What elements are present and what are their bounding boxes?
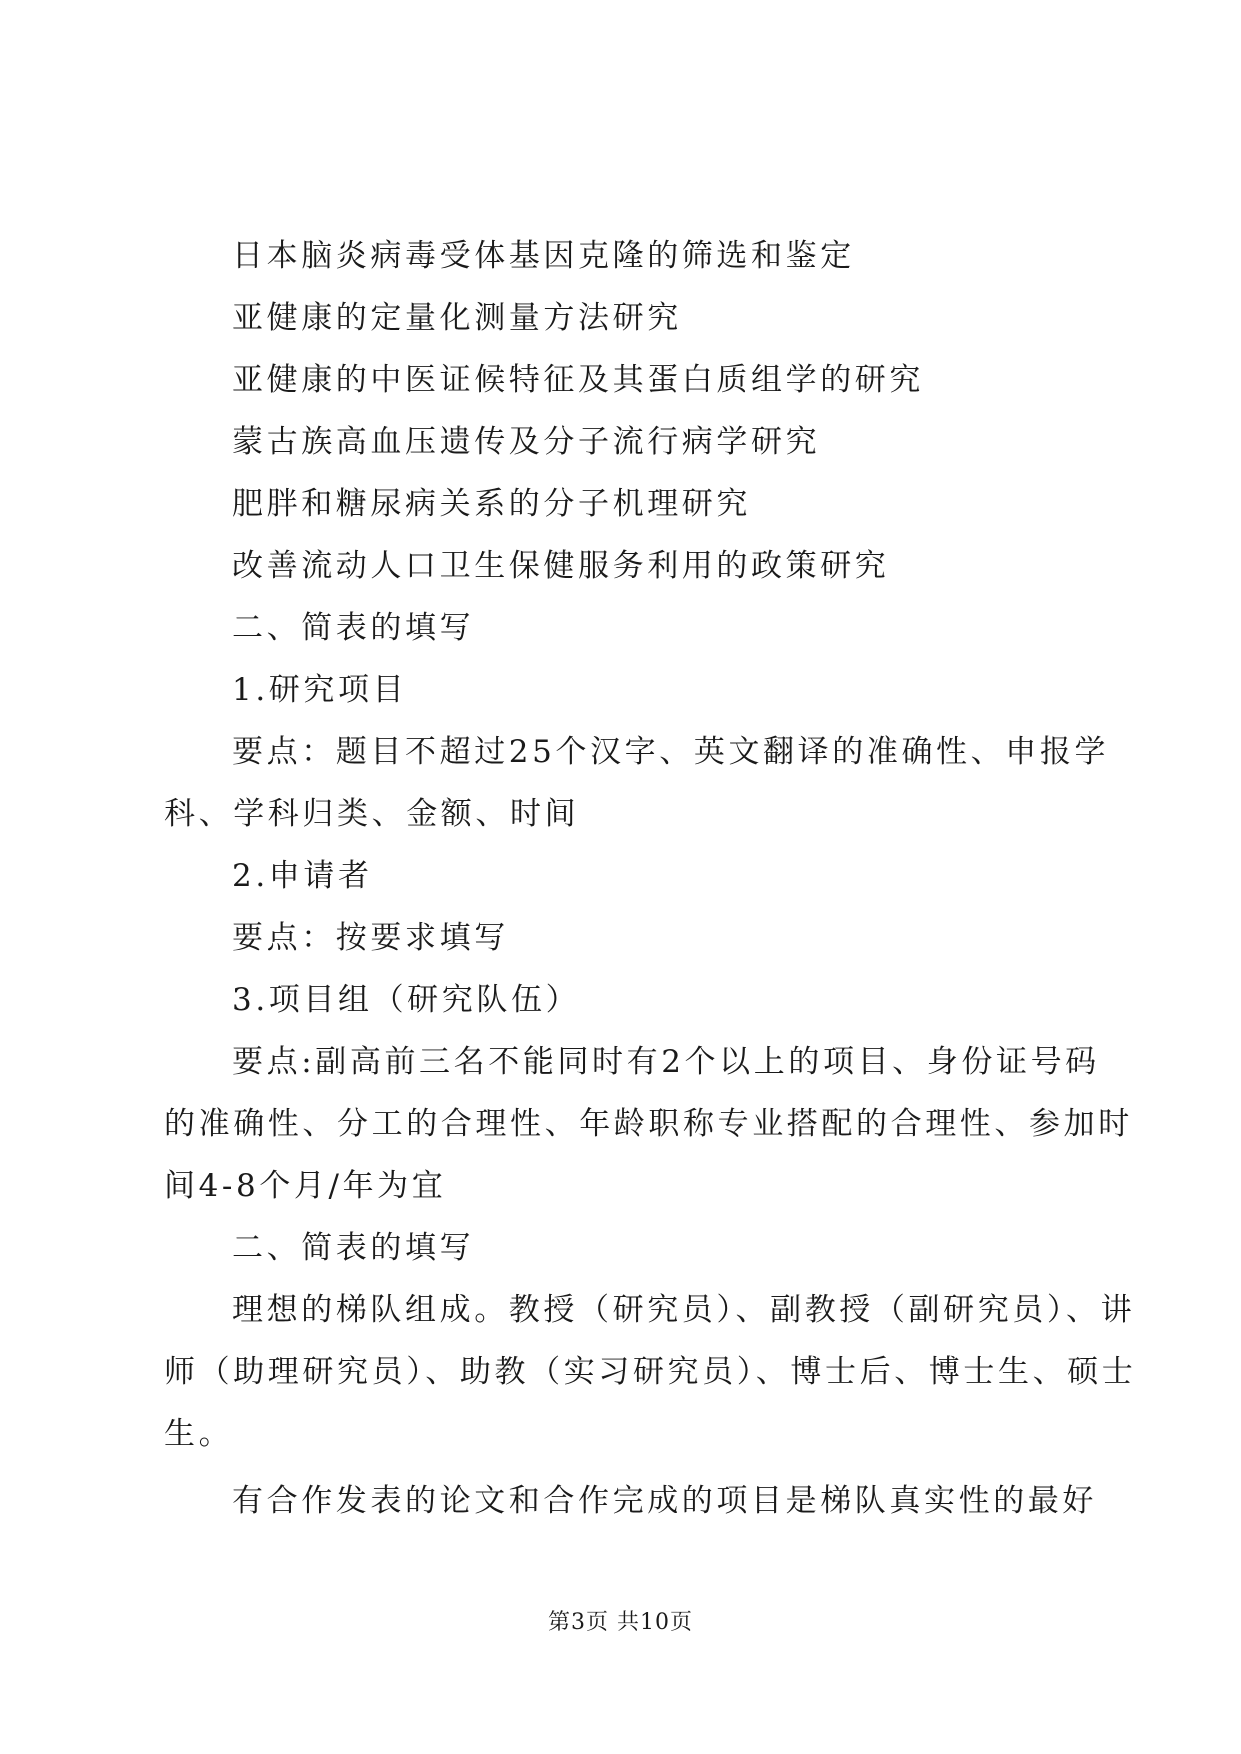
text-line: 亚健康的定量化测量方法研究 — [232, 300, 682, 336]
text-line: 师（助理研究员）、助教（实习研究员）、博士后、博士生、硕士 — [164, 1354, 1137, 1390]
section-heading: 二、简表的填写 — [232, 610, 475, 646]
subsection-heading: 1.研究项目 — [232, 672, 408, 708]
text-line: 有合作发表的论文和合作完成的项目是梯队真实性的最好 — [232, 1483, 1097, 1519]
text-line: 生。 — [164, 1416, 234, 1452]
text-line: 肥胖和糖尿病关系的分子机理研究 — [232, 486, 751, 522]
text-line: 改善流动人口卫生保健服务利用的政策研究 — [232, 548, 890, 584]
text-line: 要点:副高前三名不能同时有2个以上的项目、身份证号码 — [232, 1044, 1100, 1080]
subsection-heading: 3.项目组（研究队伍） — [232, 982, 581, 1018]
text-line: 要点：按要求填写 — [232, 920, 509, 956]
subsection-heading: 2.申请者 — [232, 858, 373, 894]
text-line: 日本脑炎病毒受体基因克隆的筛选和鉴定 — [232, 238, 855, 274]
text-line: 亚健康的中医证候特征及其蛋白质组学的研究 — [232, 362, 924, 398]
text-line: 要点：题目不超过25个汉字、英文翻译的准确性、申报学 — [232, 734, 1110, 770]
section-heading: 二、简表的填写 — [232, 1230, 475, 1266]
text-line: 理想的梯队组成。教授（研究员）、副教授（副研究员）、讲 — [232, 1292, 1136, 1328]
text-line: 科、学科归类、金额、时间 — [164, 796, 580, 832]
page-number: 第3页 共10页 — [548, 1610, 693, 1635]
text-line: 蒙古族高血压遗传及分子流行病学研究 — [232, 424, 821, 460]
text-line: 的准确性、分工的合理性、年龄职称专业搭配的合理性、参加时 — [164, 1106, 1133, 1142]
text-line: 间4-8个月/年为宜 — [164, 1168, 447, 1204]
